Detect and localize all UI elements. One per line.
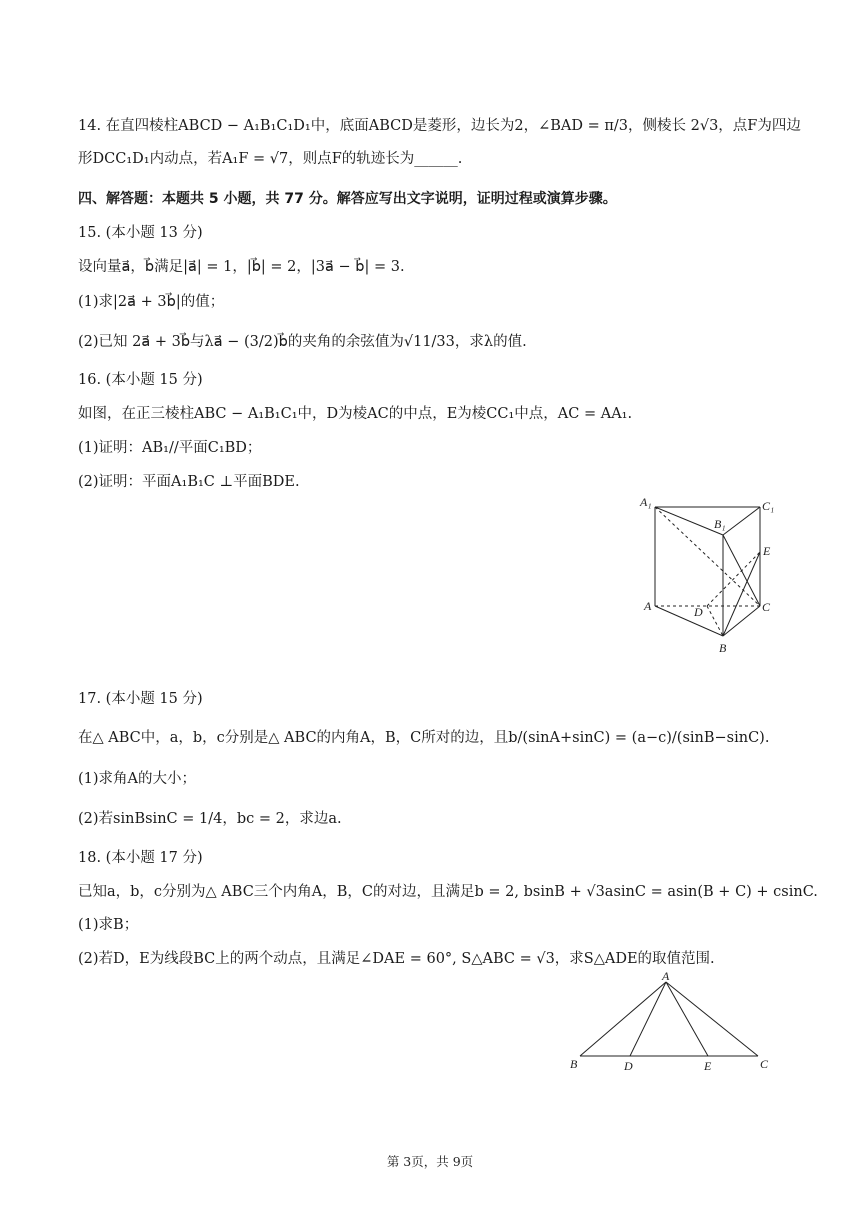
q18-title: 18. (本小题 17 分) bbox=[78, 850, 203, 866]
q16-title: 16. (本小题 15 分) bbox=[78, 372, 203, 388]
q14-line1: 14. 在直四棱柱ABCD − A₁B₁C₁D₁中，底面ABCD是菱形，边长为2，∠BAD = π/3，侧棱长 2√3，点F为四边 bbox=[78, 118, 801, 134]
q17-part1: (1)求角A的大小； bbox=[78, 771, 197, 787]
page-footer: 第 3页，共 9页 bbox=[386, 1154, 474, 1169]
q18-stem: 已知a，b，c分别为△ ABC三个内角A，B，C的对边，且满足b = 2, bsinB + √3asinC = asin(B + C) + csinC. bbox=[78, 884, 818, 900]
section-header: 四、解答题：本题共 5 小题，共 77 分。解答应写出文字说明，证明过程或演算步骤。 bbox=[78, 191, 617, 207]
fig-label-c1: C₁ bbox=[762, 499, 775, 513]
q16-stem: 如图，在正三棱柱ABC − A₁B₁C₁中，D为棱AC的中点，E为棱CC₁中点，AC = AA₁. bbox=[78, 406, 633, 422]
tri-label-a: A bbox=[662, 970, 670, 983]
prism-figure bbox=[630, 490, 790, 660]
fig-label-b1: B₁ bbox=[714, 517, 726, 531]
q18-part1: (1)求B； bbox=[78, 917, 139, 933]
tri-label-d: D bbox=[624, 1059, 633, 1073]
q16-part2: (2)证明：平面A₁B₁C ⊥平面BDE. bbox=[78, 474, 300, 490]
q18-part2: (2)若D，E为线段BC上的两个动点，且满足∠DAE = 60°, S△ABC = √3，求S△ADE的取值范围. bbox=[78, 951, 715, 967]
q15-title: 15. (本小题 13 分) bbox=[78, 225, 203, 241]
fig-label-b: B bbox=[719, 641, 727, 655]
q17-stem: 在△ ABC中，a，b，c分别是△ ABC的内角A，B，C所对的边，且b/(sinA+sinC) = (a−c)/(sinB−sinC). bbox=[78, 730, 770, 746]
tri-label-b: B bbox=[570, 1057, 578, 1071]
fig-label-c: C bbox=[762, 600, 771, 614]
q15-part1: (1)求|2a⃗ + 3b⃗|的值； bbox=[78, 294, 225, 310]
tri-label-e: E bbox=[704, 1059, 712, 1073]
q15-stem: 设向量a⃗，b⃗满足|a⃗| = 1，|b⃗| = 2，|3a⃗ − b⃗| = 3. bbox=[78, 259, 405, 275]
q14-line2: 形DCC₁D₁内动点，若A₁F = √7，则点F的轨迹长为______. bbox=[78, 151, 463, 167]
fig-label-a: A bbox=[644, 599, 652, 613]
q15-part2: (2)已知 2a⃗ + 3b⃗与λa⃗ − (3/2)b⃗的夹角的余弦值为√11/33，求λ的值. bbox=[78, 334, 527, 350]
q17-part2: (2)若sinBsinC = 1/4，bc = 2，求边a. bbox=[78, 811, 342, 827]
q17-title: 17. (本小题 15 分) bbox=[78, 691, 203, 707]
q16-part1: (1)证明：AB₁//平面C₁BD； bbox=[78, 440, 262, 456]
tri-label-c: C bbox=[760, 1057, 769, 1071]
triangle-figure bbox=[560, 970, 780, 1080]
fig-label-e: E bbox=[763, 544, 771, 558]
fig-label-a1: A₁ bbox=[640, 495, 652, 509]
fig-label-d: D bbox=[694, 605, 703, 619]
